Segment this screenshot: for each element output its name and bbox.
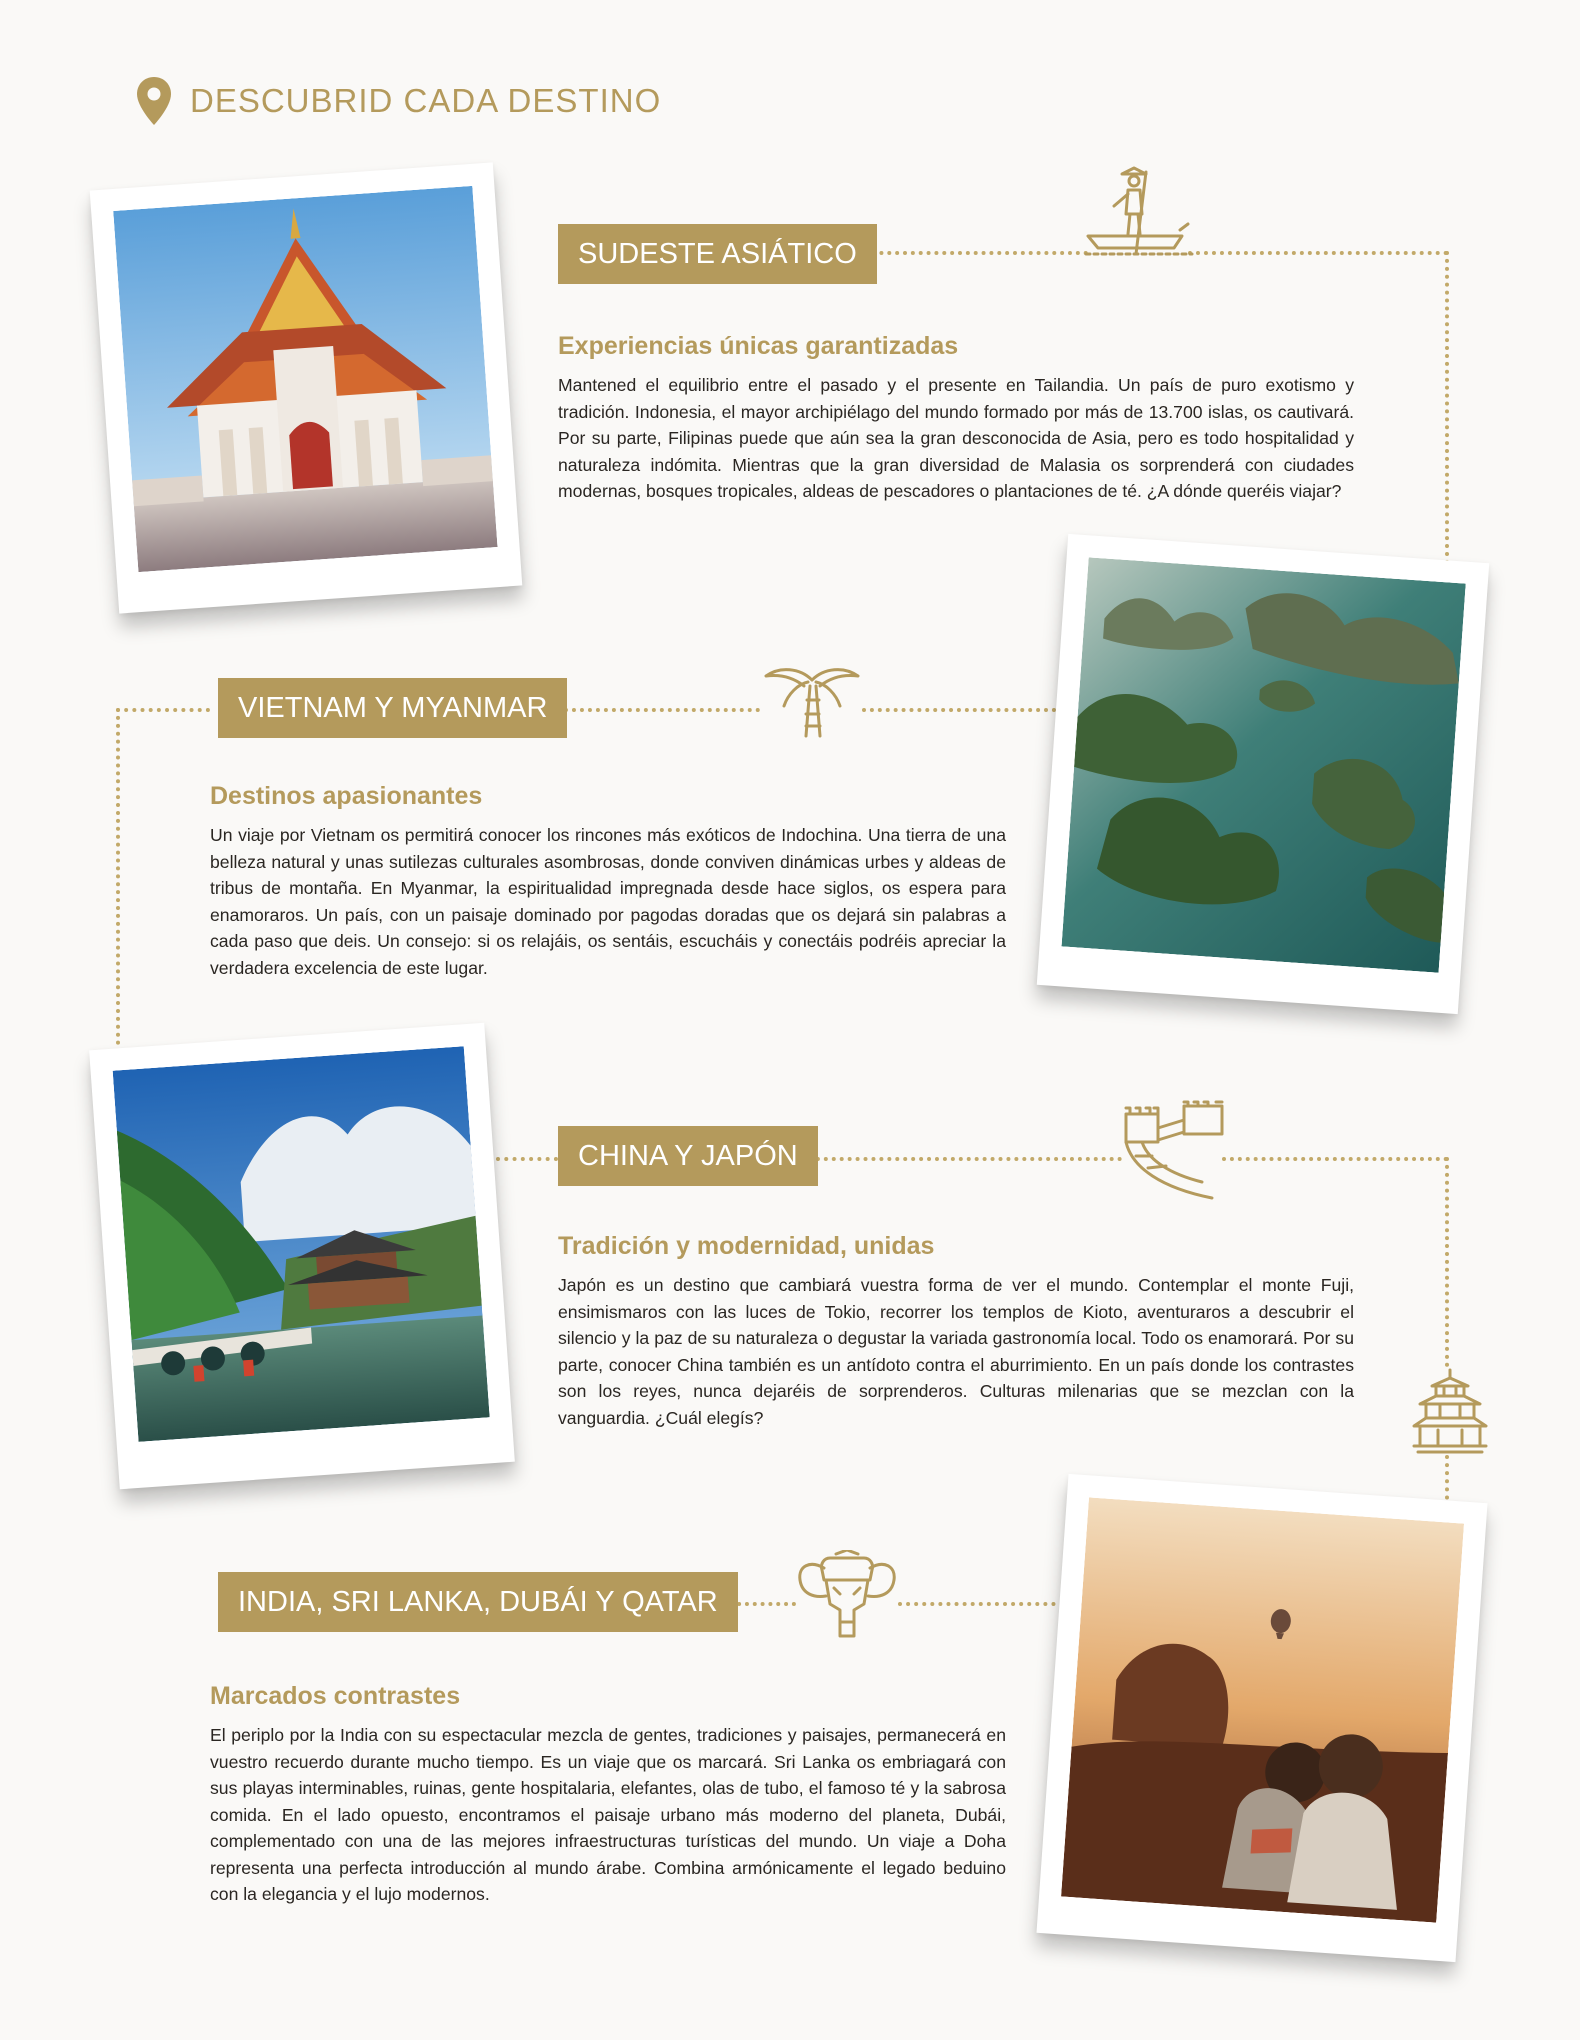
section-tag: VIETNAM Y MYANMAR: [218, 678, 567, 738]
section-subtitle: Marcados contrastes: [210, 1682, 461, 1710]
route-line: [116, 708, 210, 712]
route-line: [862, 708, 1072, 712]
page-title: DESCUBRID CADA DESTINO: [190, 82, 662, 119]
section-tag: INDIA, SRI LANKA, DUBÁI Y QATAR: [218, 1572, 738, 1632]
section-tag: CHINA Y JAPÓN: [558, 1126, 818, 1186]
route-line: [1445, 1157, 1449, 1367]
elephant-icon: [796, 1550, 898, 1644]
section-subtitle: Experiencias únicas garantizadas: [558, 332, 959, 360]
section-text: Mantened el equilibrio entre el pasado y el presente en Tailandia. Un país de puro exotismo y tradición. Indonesia, el mayor archipiélago del mundo formado por más de 13.700 islas, os cautivará. Por su parte, Filipinas puede que aún sea la gran desconocida de Asia, pero es todo hospitalidad y naturaleza indómita. Mientras que la gran diversidad de Malasia os sorprenderá con ciudades modernas, bosques tropicales, aldeas de pescadores o plantaciones de té. ¿A dónde queréis viajar?: [558, 375, 1354, 501]
photo-frame: [1036, 1474, 1487, 1962]
photo-frame: [89, 1023, 515, 1490]
section-text: El periplo por la India con su espectacular mezcla de gentes, tradiciones y paisajes, permanecerá en vuestro recuerdo durante mucho tiempo. Es un viaje que os marcará. Sri Lanka os embriagará con sus playas interminables, ruinas, gente hospitalaria, elefantes, olas de tubo, el famoso té y la sabrosa comida. En el lado opuesto, encontramos el paisaje urbano más moderno del planeta, Dubái, complementado con una de las mejores infraestructuras turísticas del mundo. Un viaje a Doha representa una perfecta introducción al mundo árabe. Combina armónicamente el legado beduino con la elegancia y el lujo modernos.: [210, 1725, 1006, 1904]
pagoda-icon: [1412, 1368, 1488, 1454]
route-line: [1445, 251, 1449, 596]
photo-frame: [1037, 534, 1490, 1014]
pagoda-lake-photo: [113, 1046, 490, 1442]
route-line: [1188, 251, 1448, 255]
map-pin-icon: [136, 76, 172, 126]
photo-frame: [90, 162, 523, 613]
route-line: [496, 1157, 558, 1161]
boat-rower-icon: [1084, 164, 1194, 256]
section-tag: SUDESTE ASIÁTICO: [558, 224, 877, 284]
temple-photo: [113, 186, 497, 572]
section-text: Un viaje por Vietnam os permitirá conocer los rincones más exóticos de Indochina. Una tierra de una belleza natural y unas sutilezas culturales asombrosas, donde conviven dinámicas urbes y aldeas de tribus de montaña. En Myanmar, la espiritualidad impregnada desde hace siglos, os espera para enamoraros. Un país, con un paisaje dominado por pagodas doradas que os dejará sin palabras a cada paso que deis. Un consejo: si os relajáis, os sentáis, escucháis y conectáis podréis apreciar la verdadera excelencia de este lugar.: [210, 825, 1006, 978]
route-line: [116, 708, 120, 1053]
palm-tree-icon: [762, 660, 862, 738]
great-wall-icon: [1122, 1100, 1228, 1204]
section-subtitle: Destinos apasionantes: [210, 782, 483, 810]
route-line: [848, 251, 1088, 255]
sunset-couple-photo: [1061, 1497, 1464, 1922]
route-line: [540, 708, 760, 712]
section-subtitle: Tradición y modernidad, unidas: [558, 1232, 935, 1260]
halong-bay-photo: [1061, 557, 1465, 972]
route-line: [800, 1157, 1122, 1161]
section-text: Japón es un destino que cambiará vuestra forma de ver el mundo. Contemplar el monte Fuji, ensimismaros con las luces de Tokio, recorrer los templos de Kioto, aventuraros a descubrir el silencio y la paz de su naturaleza o degustar la variada gastronomía local. Todo os enamorará. Por su parte, conocer China también es un antídoto contra el aburrimiento. En un país donde los contrastes son los reyes, nunca dejaréis de sorprenderos. Culturas milenarias que se mezclan con la vanguardia. ¿Cuál elegís?: [558, 1275, 1354, 1428]
route-line: [1222, 1157, 1448, 1161]
